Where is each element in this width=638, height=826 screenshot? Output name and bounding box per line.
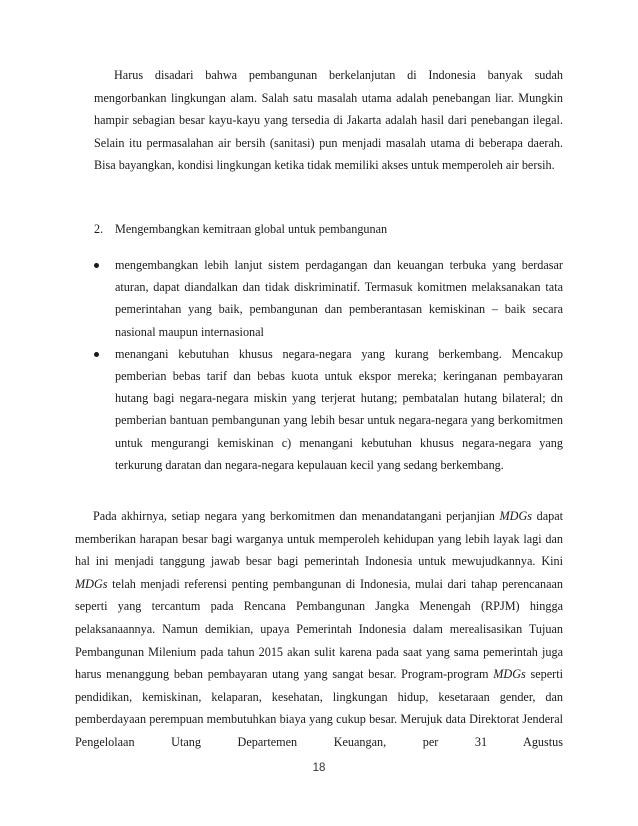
paragraph-environment: [94, 64, 563, 177]
list-item: [94, 254, 563, 343]
bullet-list: [94, 254, 563, 476]
item-text: Mengembangkan kemitraan global untuk pembangunan: [115, 222, 388, 236]
paragraph-mdgs: [75, 505, 563, 754]
mdgs-term: MDGs: [75, 576, 108, 591]
list-item: [94, 343, 563, 476]
numbered-item: [94, 218, 563, 240]
bullet-text: menangani kebutuhan khusus negara-negara yang kurang berkembang. Mencakup pemberian bebas tarif dan bebas kuota untuk ekspor mereka; keringanan pembayaran hutang bagi negara-negara miskin yang terjerat hutang; pembatalan hutang bilateral; dn pemberian bantuan pembangunan yang lebih besar untuk negara-negara yang berkomitmen untuk mengurangi kemiskinan c) menangani kebutuhan khusus negara-negara yang terkurung daratan dan negara-negara kepulauan kecil yang sedang berkembang.: [115, 346, 563, 472]
bullet-icon: [94, 352, 99, 357]
paragraph-mdgs-text-4: seperti pendidikan, kemiskinan, kelaparan, kesehatan, lingkungan hidup, kesetaraan gender, dan pemberdayaan perempuan membutuhkan biaya yang cukup besar. Merujuk data Direktorat Jenderal Pengelolaan Utang Departemen Keuangan, per 31 Agustus: [75, 667, 563, 749]
bullet-icon: [94, 263, 99, 268]
paragraph-mdgs-text-2: dapat memberikan harapan besar bagi warganya untuk memperoleh kehidupan yang lebih layak lagi dan hal ini menjadi tanggung jawab besar bagi pemerintah Indonesia untuk mewujudkannya. Kini: [75, 509, 563, 569]
bullet-text: mengembangkan lebih lanjut sistem perdagangan dan keuangan terbuka yang berdasar aturan, dapat diandalkan dan tidak diskriminatif. Termasuk komitmen melaksanakan tata pemerintahan yang baik, pembangunan dan pemberantasan kemiskinan – baik secara nasional maupun internasional: [115, 258, 563, 339]
item-number: 2.: [94, 222, 104, 236]
mdgs-term: MDGs: [499, 509, 532, 523]
paragraph-environment-text: Harus disadari bahwa pembangunan berkelanjutan di Indonesia banyak sudah mengorbankan lingkungan alam. Salah satu masalah utama adalah penebangan liar. Mungkin hampir sebagian besar kayu-kayu yang tersedia di Jakarta adalah hasil dari penebangan ilegal. Selain itu permasalahan air bersih (sanitasi) pun menjadi masalah utama di beberapa daerah. Bisa bayangkan, kondisi lingkungan ketika tidak memiliki akses untuk memperoleh air bersih.: [94, 68, 563, 172]
mdgs-term: MDGs: [493, 667, 526, 682]
page-number: 18: [312, 762, 326, 774]
paragraph-mdgs-text-3: telah menjadi referensi penting pembangunan di Indonesia, mulai dari tahap perencanaan seperti yang tercantum pada Rencana Pembangunan Jangka Menengah (RPJM) hingga pelaksanaannya. Namun demikian, upaya Pemerintah Indonesia dalam merealisasikan Tujuan Pembangunan Milenium pada tahun 2015 akan sulit karena pada saat yang sama pemerintah juga harus menanggung beban pembayaran utang yang sangat besar. Program-program: [75, 576, 563, 682]
paragraph-mdgs-text-1: Pada akhirnya, setiap negara yang berkomitmen dan menandatangani perjanjian: [93, 509, 500, 523]
